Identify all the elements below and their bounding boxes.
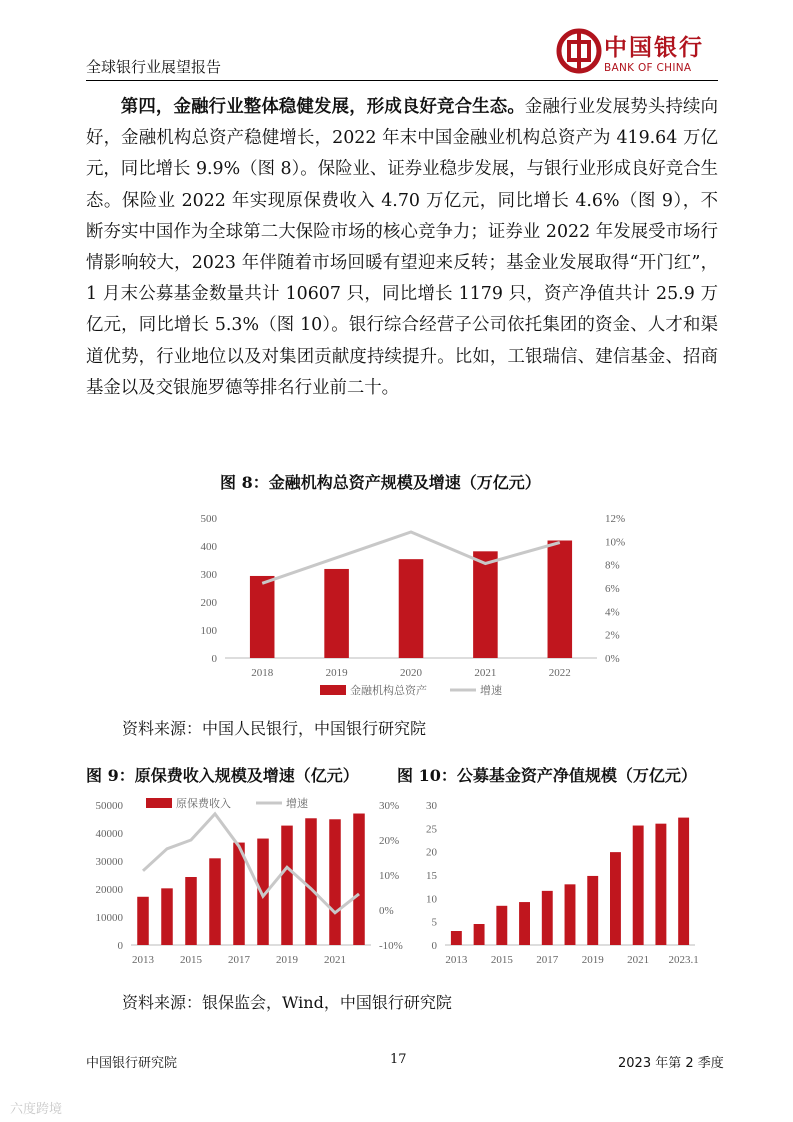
logo-text-en: BANK OF CHINA xyxy=(604,62,692,74)
y-tick-label: 30 xyxy=(426,800,437,812)
figure-9-10-source: 资料来源：银保监会，Wind，中国银行研究院 xyxy=(122,993,452,1012)
bar xyxy=(678,818,689,945)
x-tick-label: 2021 xyxy=(627,954,650,966)
x-tick-label: 2013 xyxy=(445,954,468,966)
bar xyxy=(324,569,349,658)
x-tick-label: 2019 xyxy=(581,954,604,966)
figure-8-source: 资料来源：中国人民银行，中国银行研究院 xyxy=(122,719,427,738)
legend-bar-swatch xyxy=(320,685,346,695)
y-tick-label: 300 xyxy=(200,569,217,581)
y2-tick-label: 10% xyxy=(379,870,400,882)
bar xyxy=(496,906,507,945)
x-tick-label: 2018 xyxy=(251,667,274,679)
bar xyxy=(137,897,149,945)
watermark-text: 六度跨境 xyxy=(10,1102,63,1117)
chart9-legend xyxy=(146,796,308,810)
x-tick-label: 2021 xyxy=(474,667,497,679)
legend-bar-swatch xyxy=(146,798,172,808)
y-tick-label: 15 xyxy=(426,870,437,882)
bar xyxy=(474,924,485,945)
chart10-bars xyxy=(451,818,689,945)
bar xyxy=(250,576,275,658)
figure-8-title: 图 8：金融机构总资产规模及增速（万亿元） xyxy=(220,473,541,492)
y-tick-label: 0 xyxy=(211,653,217,665)
page-number: 17 xyxy=(390,1052,407,1067)
x-tick-label: 2013 xyxy=(132,954,154,966)
y-tick-label: 10000 xyxy=(95,912,123,924)
figure-10-chart xyxy=(410,793,710,973)
y-tick-label: 100 xyxy=(200,625,217,637)
y2-tick-label: 12% xyxy=(605,513,626,525)
footer-period: 2023 年第 2 季度 xyxy=(618,1056,724,1071)
y-tick-label: 400 xyxy=(200,541,217,553)
figure-9-chart xyxy=(86,793,416,973)
growth-line xyxy=(143,814,359,913)
bar xyxy=(542,891,553,945)
bar xyxy=(161,888,173,945)
y-tick-label: 50000 xyxy=(95,800,123,812)
chart8-legend xyxy=(320,683,502,697)
x-tick-label: 2020 xyxy=(400,667,422,679)
footer-institution: 中国银行研究院 xyxy=(86,1056,178,1071)
bar xyxy=(399,559,424,658)
y-tick-label: 5 xyxy=(431,916,437,929)
y-tick-label: 25 xyxy=(426,823,437,836)
figure-8-chart xyxy=(150,500,650,710)
paragraph-text: 金融行业发展势头持续向好，金融机构总资产稳健增长，2022 年末中国金融业机构总资产为 419.64 万亿元，同比增长 9.9%（图 8）。保险业、证券业稳步发展，与银行业形成良好竞合生态。保险业 2022 年实现原保费收入 4.70 万亿元，同比增长 4.6%（图 9），不断夯实中国作为全球第二大保险市场的核心竞争力；证券业 2022 年发展受市场行情影响较大，2023 年伴随着市场回暖有望迎来反转；基金业发展取得“开门红”，1 月末公募基金数量共计 10607 只，同比增长 1179 只，资产净值共计 25.9 万亿元，同比增长 5.3%（图 10）。银行综合经营子公司依托集团的资金、人才和渠道优势，行业地位以及对集团贡献度持续提升。比如，工银瑞信、建信基金、招商基金以及交银施罗德等排名行业前二十。 xyxy=(86,97,718,398)
x-tick-label: 2017 xyxy=(228,954,250,966)
bar xyxy=(587,876,598,945)
y-tick-label: 30000 xyxy=(95,856,123,868)
bar xyxy=(353,814,365,945)
bar xyxy=(451,931,462,945)
legend-bar-label: 金融机构总资产 xyxy=(350,684,427,697)
y2-tick-label: 2% xyxy=(605,629,620,642)
y-tick-label: 500 xyxy=(200,513,217,525)
legend-bar-label: 原保费收入 xyxy=(176,797,231,810)
y2-tick-label: 0% xyxy=(379,905,394,917)
legend-line-label: 增速 xyxy=(480,684,502,697)
chart8-bars xyxy=(250,541,572,658)
paragraph-lead: 第四，金融行业整体稳健发展，形成良好竞合生态。 xyxy=(120,97,525,117)
y2-tick-label: 8% xyxy=(605,559,620,572)
chart9-bars xyxy=(137,814,365,945)
bar xyxy=(281,826,293,945)
x-tick-label: 2023.1 xyxy=(668,954,699,966)
x-tick-label: 2021 xyxy=(324,954,346,966)
figure-9-title: 图 9：原保费收入规模及增速（亿元） xyxy=(86,766,359,785)
bar xyxy=(519,902,530,945)
bar xyxy=(565,884,576,945)
x-tick-label: 2015 xyxy=(490,954,513,966)
header-divider xyxy=(86,80,718,81)
bar xyxy=(329,819,341,945)
y-tick-label: 20 xyxy=(426,846,437,859)
x-tick-label: 2015 xyxy=(180,954,202,966)
bar xyxy=(305,818,317,945)
y2-tick-label: 6% xyxy=(605,583,620,595)
bar xyxy=(548,541,573,658)
y-tick-label: 40000 xyxy=(95,828,123,840)
y2-tick-label: 4% xyxy=(605,606,620,619)
y-tick-label: 200 xyxy=(200,597,217,609)
chart9-line xyxy=(143,814,359,913)
x-tick-label: 2019 xyxy=(276,954,298,966)
y-tick-label: 0 xyxy=(431,940,437,952)
y2-tick-label: 10% xyxy=(605,536,626,549)
y2-tick-label: 0% xyxy=(605,653,620,665)
y-tick-label: 0 xyxy=(117,940,123,952)
bar xyxy=(185,877,197,945)
body-paragraph xyxy=(86,92,718,404)
report-title: 全球银行业展望报告 xyxy=(86,58,222,76)
bar xyxy=(633,826,644,945)
x-tick-label: 2019 xyxy=(325,667,348,679)
y2-tick-label: -10% xyxy=(379,940,403,952)
bar xyxy=(473,551,498,658)
legend-line-label: 增速 xyxy=(286,797,308,810)
figure-10-title: 图 10：公募基金资产净值规模（万亿元） xyxy=(397,766,697,785)
x-tick-label: 2017 xyxy=(536,954,559,966)
y-tick-label: 20000 xyxy=(95,884,123,896)
x-tick-label: 2022 xyxy=(548,667,571,679)
y2-tick-label: 30% xyxy=(379,800,400,812)
bar xyxy=(610,852,621,945)
y-tick-label: 10 xyxy=(426,893,437,906)
bar xyxy=(655,824,666,945)
bar xyxy=(209,858,221,945)
logo-text-cn: 中国银行 xyxy=(604,34,704,61)
y2-tick-label: 20% xyxy=(379,835,400,847)
